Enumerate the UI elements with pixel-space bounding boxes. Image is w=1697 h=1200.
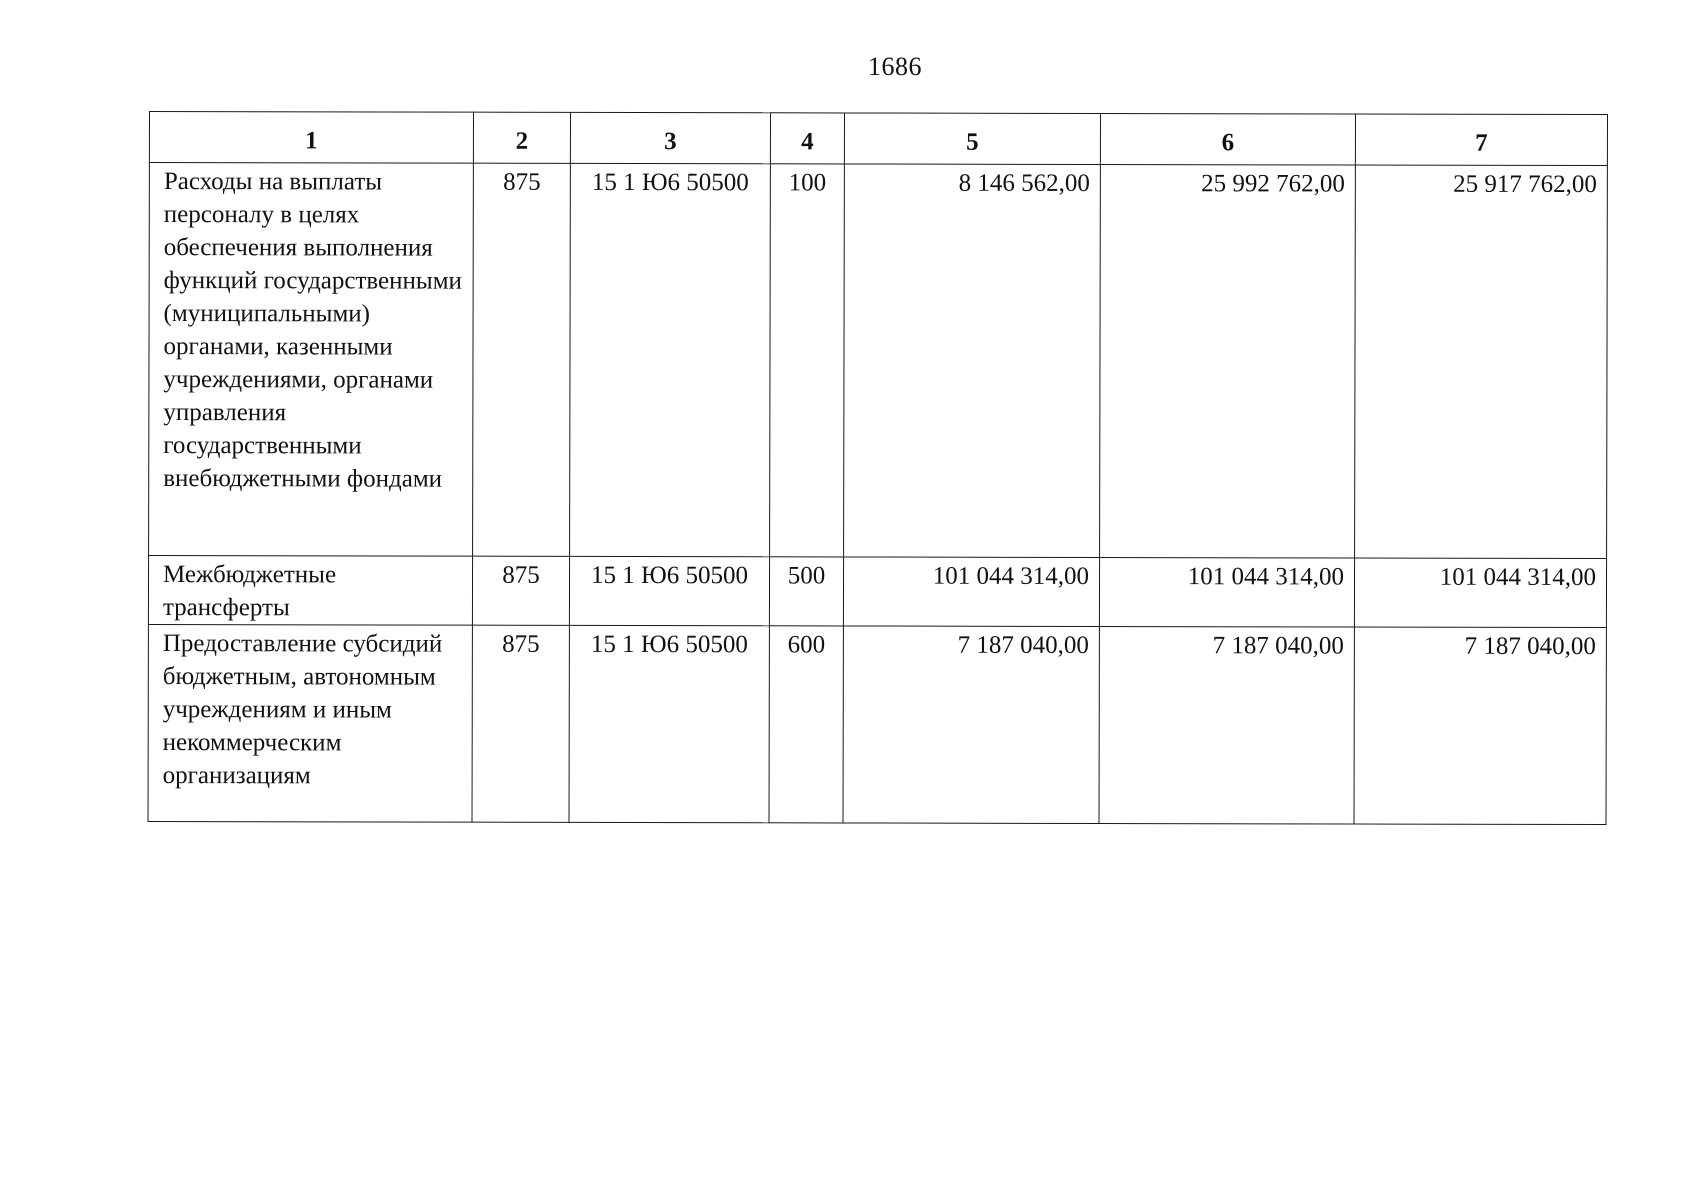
amount-col5: 8 146 562,00: [844, 164, 1101, 558]
column-header: 5: [844, 113, 1100, 165]
column-header: 6: [1100, 113, 1355, 165]
column-header: 3: [570, 112, 770, 163]
row-description: Расходы на выплаты персоналу в целях обеспечения выполнения функций государственными (муниципальными) органами, казенными учреждениями, органами управления государственными внебюджетными фондами: [149, 163, 474, 557]
expense-type-code: 600: [769, 626, 843, 823]
amount-col7: 7 187 040,00: [1354, 627, 1606, 825]
column-header: 7: [1355, 114, 1607, 166]
target-article-code: 15 1 Ю6 50500: [569, 625, 769, 822]
table-header-row: [149, 112, 1607, 166]
amount-col7: 25 917 762,00: [1355, 165, 1608, 559]
column-header: 2: [473, 112, 570, 163]
amount-col6: 7 187 040,00: [1099, 626, 1354, 824]
expense-type-code: 500: [769, 557, 843, 626]
table-row: [148, 556, 1606, 628]
amount-col6: 101 044 314,00: [1099, 557, 1354, 627]
department-code: 875: [473, 163, 571, 556]
table-row: [148, 624, 1606, 824]
table-row: [149, 163, 1608, 559]
column-header: 4: [770, 113, 844, 164]
amount-col7: 101 044 314,00: [1354, 558, 1606, 628]
amount-col5: 7 187 040,00: [843, 626, 1099, 824]
page-number: 1686: [868, 52, 922, 81]
amount-col5: 101 044 314,00: [843, 557, 1099, 627]
amount-col6: 25 992 762,00: [1100, 164, 1356, 558]
budget-table: [148, 111, 1608, 825]
expense-type-code: 100: [770, 164, 845, 557]
row-description: Предоставление субсидий бюджетным, автономным учреждениям и иным некоммерческим организациям: [148, 624, 472, 822]
department-code: 875: [472, 625, 569, 822]
department-code: 875: [472, 556, 569, 625]
row-description: Межбюджетные трансферты: [148, 556, 472, 626]
column-header: 1: [149, 112, 473, 164]
target-article-code: 15 1 Ю6 50500: [569, 556, 769, 625]
target-article-code: 15 1 Ю6 50500: [570, 163, 771, 556]
